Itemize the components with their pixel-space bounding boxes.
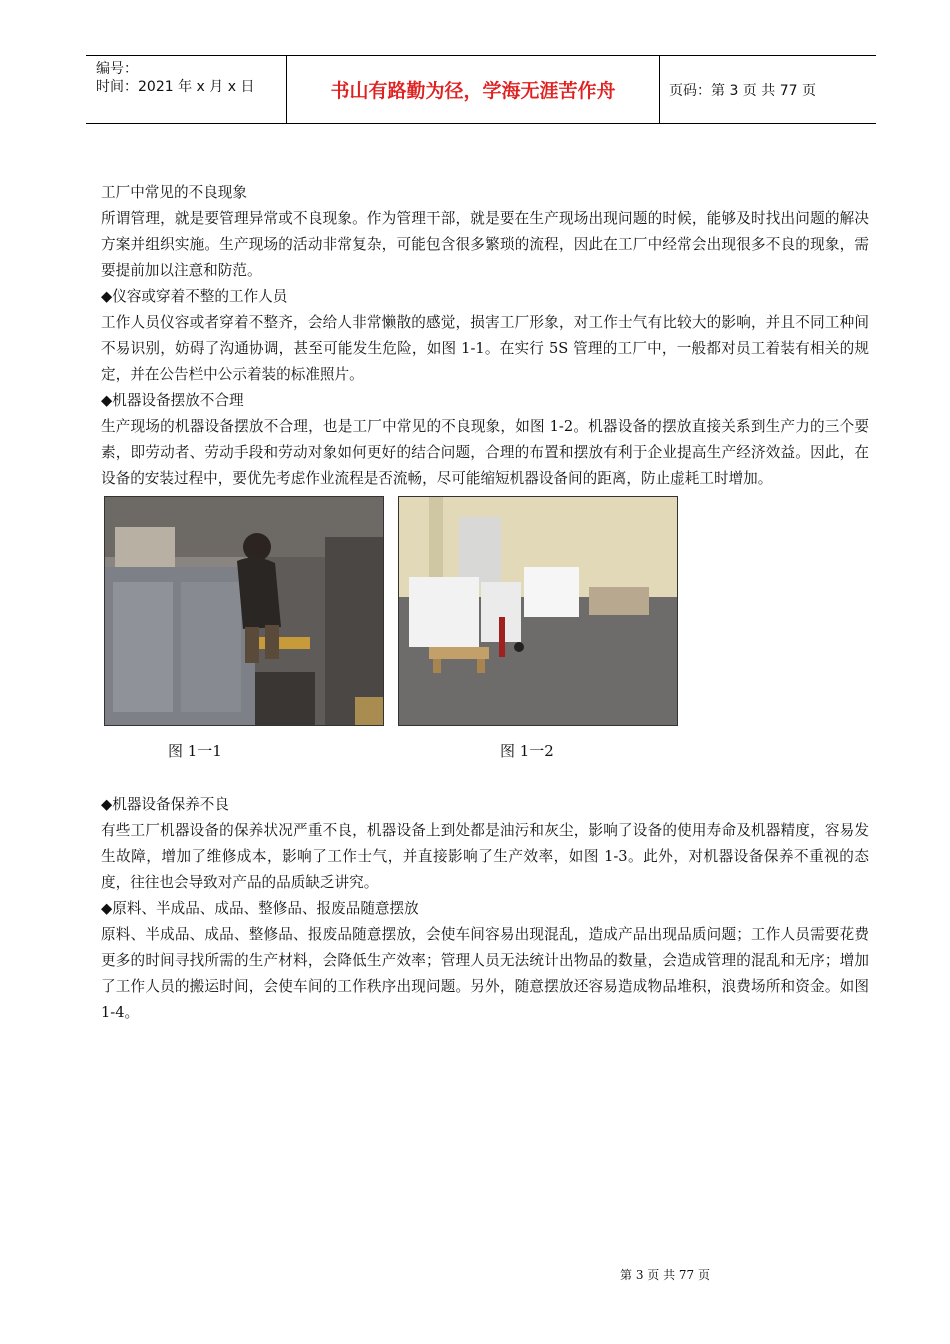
header-page-label: 页码：第 3 页 共 77 页: [669, 82, 816, 99]
number-label: 编号：: [96, 61, 138, 77]
header-motto: 书山有路勤为径，学海无涯苦作舟: [330, 80, 616, 102]
section-title: 工厂中常见的不良现象: [101, 184, 247, 201]
section-heading: ◆仪容或穿着不整的工作人员: [101, 288, 288, 305]
section-paragraph: 工作人员仪容或者穿着不整齐，会给人非常懒散的感觉，损害工厂形象，对工作士气有比较大的影响，并且不同工种间不易识别，妨碍了沟通协调，甚至可能发生危险，如图 1-1。在实行 5S 管理的工厂中，一般都对员工着装有相关的规定，并在公告栏中公示着装的标准照片。: [101, 314, 869, 383]
page-footer: 第 3 页 共 77 页: [620, 1268, 710, 1282]
section-heading: ◆机器设备保养不良: [101, 796, 229, 813]
figure-1-2: [398, 496, 678, 764]
section-paragraph: 有些工厂机器设备的保养状况严重不良，机器设备上到处都是油污和灰尘，影响了设备的使用寿命及机器精度，容易发生故障，增加了维修成本，影响了工作士气，并直接影响了生产效率，如图 1-3。此外，对机器设备保养不重视的态度，往往也会导致对产品的品质缺乏讲究。: [101, 822, 869, 891]
section-heading: ◆机器设备摆放不合理: [101, 392, 244, 409]
warehouse-photo: [398, 496, 678, 726]
section-paragraph: 生产现场的机器设备摆放不合理，也是工厂中常见的不良现象，如图 1-2。机器设备的摆放直接关系到生产力的三个要素，即劳动者、劳动手段和劳动对象如何更好的结合问题，合理的布置和摆放有利于企业提高生产经济效益。因此，在设备的安装过程中，要优先考虑作业流程是否流畅，尽可能缩短机器设备间的距离，防止虚耗工时增加。: [101, 418, 869, 487]
section-paragraph: 原料、半成品、成品、整修品、报废品随意摆放，会使车间容易出现混乱，造成产品出现品质问题；工作人员需要花费更多的时间寻找所需的生产材料，会降低生产效率；管理人员无法统计出物品的数量，会造成管理的混乱和无序；增加了工作人员的搬运时间，会使车间的工作秩序出现问题。另外，随意摆放还容易造成物品堆积，浪费场所和资金。如图 1-4。: [101, 926, 869, 1021]
document-body: [101, 180, 869, 1026]
header-info: [96, 60, 286, 96]
header-divider: [659, 56, 660, 123]
worker-machine-photo: [104, 496, 384, 726]
time-label: 时间：2021 年 x 月 x 日: [96, 79, 255, 95]
figure-caption: 图 1一1: [168, 742, 222, 760]
figure-row: [101, 492, 869, 792]
section-heading: ◆原料、半成品、成品、整修品、报废品随意摆放: [101, 900, 419, 917]
figure-caption: 图 1一2: [500, 742, 554, 760]
figure-1-1: [104, 496, 384, 764]
intro-paragraph: 所谓管理，就是要管理异常或不良现象。作为管理干部，就是要在生产现场出现问题的时候，能够及时找出问题的解决方案并组织实施。生产现场的活动非常复杂，可能包含很多繁琐的流程，因此在工厂中经常会出现很多不良的现象，需要提前加以注意和防范。: [101, 210, 869, 279]
page-header: [86, 55, 876, 124]
